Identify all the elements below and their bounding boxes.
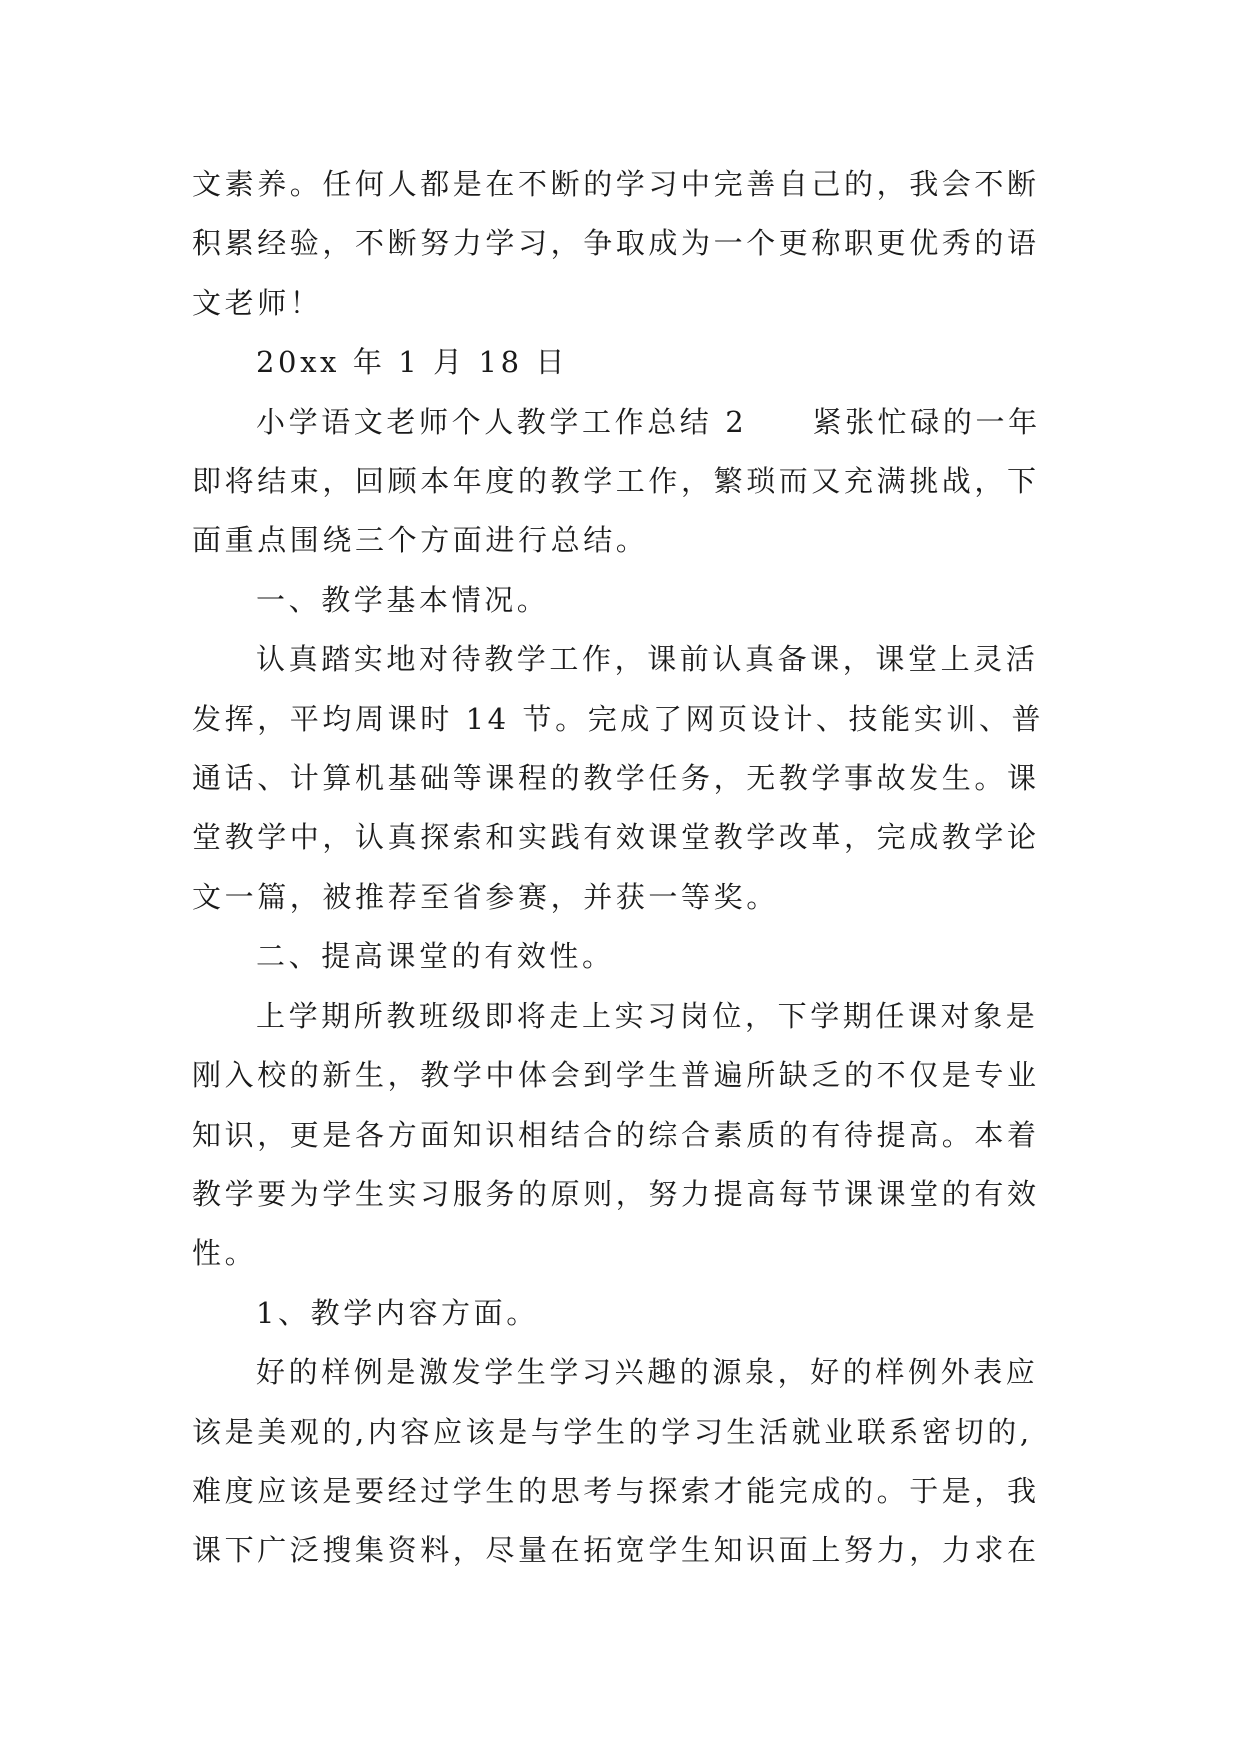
text-line: 文素养。任何人都是在不断的学习中完善自己的，我会不断: [192, 167, 1040, 201]
heading-classroom-effectiveness: 二、提高课堂的有效性。: [256, 939, 615, 974]
text-line: 该是美观的,内容应该是与学生的学习生活就业联系密切的,: [192, 1414, 1033, 1449]
text-line: 性。: [192, 1236, 258, 1271]
date-line: 20xx 年 1 月 18 日: [256, 345, 569, 380]
text-line: 难度应该是要经过学生的思考与探索才能完成的。于是，我: [192, 1473, 1040, 1508]
text-line: 积累经验，不断努力学习，争取成为一个更称职更优秀的语: [192, 226, 1040, 261]
heading-basic-situation: 一、教学基本情况。: [256, 582, 550, 617]
text-line: 文一篇，被推荐至省参赛，并获一等奖。: [192, 879, 779, 914]
body-text: [192, 155, 1058, 1581]
text-line: 即将结束，回顾本年度的教学工作，繁琐而又充满挑战，下: [192, 464, 1040, 499]
text-line: 堂教学中，认真探索和实践有效课堂教学改革，完成教学论: [192, 820, 1040, 855]
text-line: 通话、计算机基础等课程的教学任务，无教学事故发生。课: [192, 761, 1040, 796]
text-line: 教学要为学生实习服务的原则，努力提高每节课课堂的有效: [192, 1176, 1040, 1211]
text-line: 文老师！: [192, 285, 323, 320]
text-line: 好的样例是激发学生学习兴趣的源泉，好的样例外表应: [256, 1355, 1039, 1390]
subheading-teaching-content: 1、教学内容方面。: [256, 1295, 539, 1330]
text-line: 认真踏实地对待教学工作，课前认真备课，课堂上灵活: [256, 642, 1039, 677]
text-line: 面重点围绕三个方面进行总结。: [192, 523, 649, 558]
text-line: 发挥，平均周课时 14 节。完成了网页设计、技能实训、普: [192, 701, 1045, 736]
section-title-line: 小学语文老师个人教学工作总结 2 紧张忙碌的一年: [256, 404, 1041, 439]
text-line: 课下广泛搜集资料，尽量在拓宽学生知识面上努力，力求在: [192, 1533, 1040, 1568]
text-line: 知识，更是各方面知识相结合的综合素质的有待提高。本着: [192, 1117, 1040, 1152]
text-line: 刚入校的新生，教学中体会到学生普遍所缺乏的不仅是专业: [192, 1058, 1040, 1093]
text-line: 上学期所教班级即将走上实习岗位，下学期任课对象是: [256, 998, 1039, 1033]
